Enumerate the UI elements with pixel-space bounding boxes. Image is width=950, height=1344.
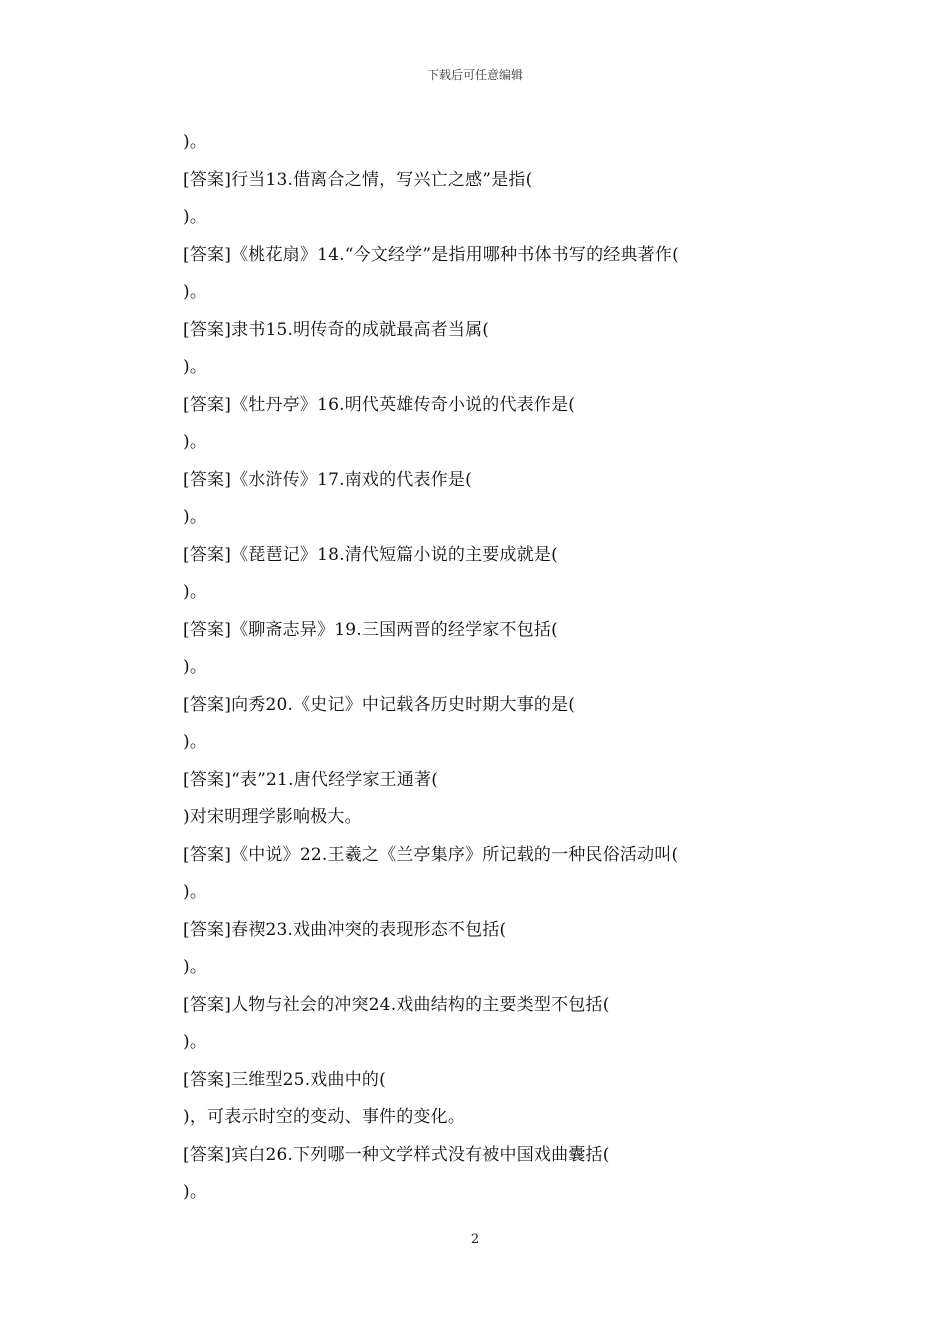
- page-header: 下载后可任意编辑: [426, 68, 523, 82]
- text-line: )对宋明理学影响极大。: [183, 807, 362, 827]
- text-line: )。: [183, 132, 208, 152]
- text-line: [答案]《桃花扇》14.“今文经学”是指用哪种书体书写的经典著作(: [183, 244, 679, 265]
- text-line: )。: [183, 432, 208, 452]
- text-line: [答案]《琵琶记》18.清代短篇小说的主要成就是(: [183, 544, 558, 565]
- text-line: [答案]春禊23.戏曲冲突的表现形态不包括(: [183, 919, 507, 940]
- text-line: [答案]《牡丹亭》16.明代英雄传奇小说的代表作是(: [183, 394, 576, 415]
- text-line: )。: [183, 507, 208, 527]
- text-line: )。: [183, 957, 208, 977]
- text-line: )。: [183, 1032, 208, 1052]
- text-line: [答案]三维型25.戏曲中的(: [183, 1069, 386, 1090]
- text-line: )。: [183, 657, 208, 677]
- document-body: [183, 124, 823, 1212]
- text-line: [答案]“表”21.唐代经学家王通著(: [183, 769, 439, 790]
- text-line: [答案]向秀20.《史记》中记载各历史时期大事的是(: [183, 694, 576, 715]
- text-line: [答案]《水浒传》17.南戏的代表作是(: [183, 469, 472, 490]
- text-line: )。: [183, 732, 208, 752]
- text-line: )。: [183, 207, 208, 227]
- text-line: [答案]隶书15.明传奇的成就最高者当属(: [183, 319, 490, 340]
- text-line: )。: [183, 582, 208, 602]
- text-line: [答案]人物与社会的冲突24.戏曲结构的主要类型不包括(: [183, 994, 610, 1015]
- text-line: [答案]《聊斋志异》19.三国两晋的经学家不包括(: [183, 619, 558, 640]
- text-line: [答案]《中说》22.王羲之《兰亭集序》所记载的一种民俗活动叫(: [183, 844, 679, 865]
- text-line: )。: [183, 282, 208, 302]
- text-line: [答案]行当13.借离合之情，写兴亡之感”是指(: [183, 169, 533, 190]
- text-line: )，可表示时空的变动、事件的变化。: [183, 1107, 466, 1127]
- page-number: 2: [470, 1232, 480, 1247]
- text-line: )。: [183, 1182, 208, 1202]
- text-line: )。: [183, 357, 208, 377]
- text-line: [答案]宾白26.下列哪一种文学样式没有被中国戏曲囊括(: [183, 1144, 610, 1165]
- text-line: )。: [183, 882, 208, 902]
